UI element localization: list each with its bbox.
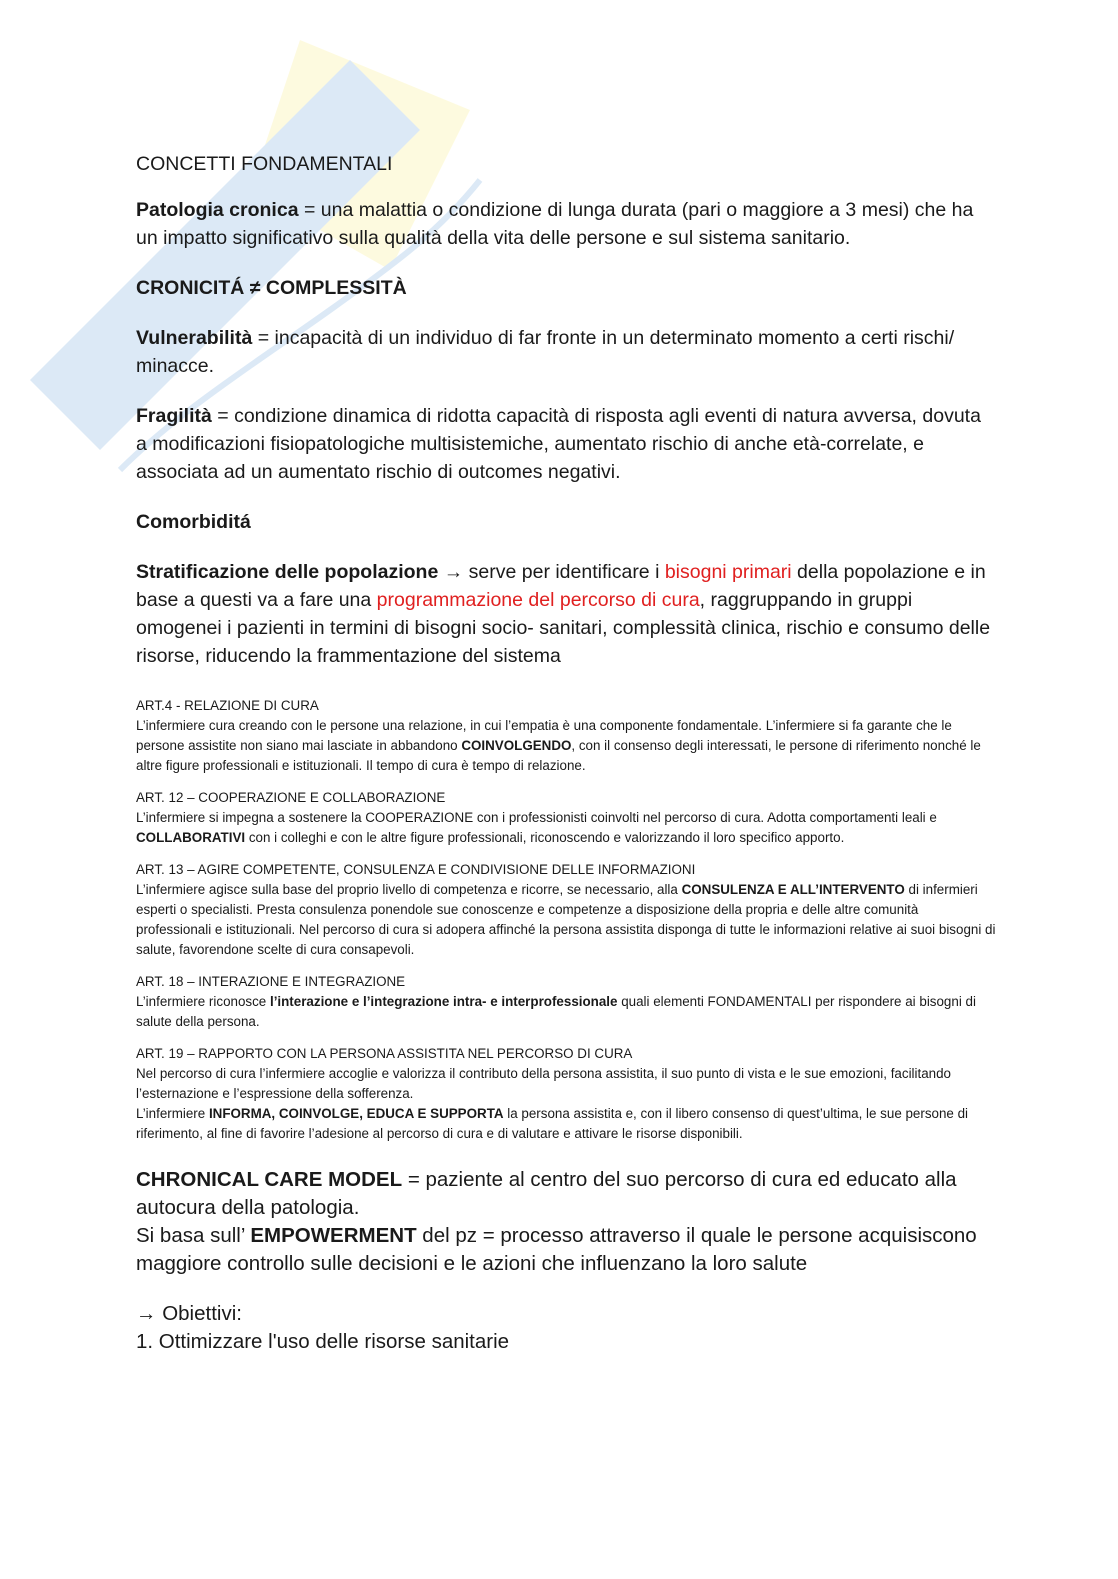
article-heading: ART. 12 – COOPERAZIONE E COLLABORAZIONE	[136, 790, 446, 805]
bold-text: CONSULENZA E ALL’INTERVENTO	[681, 882, 905, 897]
article-19	[136, 1044, 996, 1144]
term: Patologia cronica	[136, 199, 299, 221]
bold-text: l’interazione e l’integrazione intra- e interprofessionale	[269, 994, 618, 1009]
term: Fragilità	[136, 405, 212, 427]
text: Si basa sull’	[136, 1224, 251, 1247]
article-body	[136, 808, 996, 848]
bold-text: COINVOLGENDO	[461, 738, 572, 753]
text: L’infermiere riconosce	[136, 994, 270, 1009]
bold-text: COLLABORATIVI	[136, 830, 246, 845]
page-title: CONCETTI FONDAMENTALI	[136, 153, 393, 175]
objective-item-1: 1. Ottimizzare l'uso delle risorse sanitarie	[136, 1330, 510, 1353]
article-body: Nel percorso di cura l’infermiere accoglie e valorizza il contributo della persona assistita, il suo punto di vista e le sue emozioni, facilitando l’esternazione e l’espressione della sofferenza.	[136, 1066, 952, 1101]
article-18	[136, 972, 996, 1032]
definition-patologia-cronica	[136, 196, 996, 252]
definition-stratificazione	[136, 558, 996, 670]
text: L’infermiere si impegna a sostenere la COOPERAZIONE con i professionisti coinvolti nel percorso di cura. Adotta comportamenti leali e	[136, 810, 937, 825]
article-12	[136, 788, 996, 848]
article-body	[136, 992, 996, 1032]
text: del pz = processo attraverso il quale le persone acquisiscono maggiore controllo sulle decisioni e le azioni che influenzano la loro salute	[136, 1224, 977, 1275]
article-body	[136, 1104, 996, 1144]
term: Comorbiditá	[136, 511, 251, 533]
term: CRONICITÁ ≠ COMPLESSITÀ	[136, 277, 407, 299]
text: L’infermiere cura creando con le persone una relazione, in cui l’empatia è una componente fondamentale. L’infermiere si fa garante che le persone assistite non siano mai lasciate in abbandono	[136, 718, 952, 753]
definition-fragilita	[136, 402, 996, 486]
text: con i colleghi e con le altre figure professionali, riconoscendo e valorizzando il loro specifico apporto.	[245, 830, 845, 845]
term: Stratificazione delle popolazione	[136, 561, 439, 583]
article-body	[136, 880, 996, 960]
text: , raggruppando in gruppi omogenei i pazienti in termini di bisogni socio- sanitari, complessità clinica, rischio e consumo delle risorse, riducendo la frammentazione del sistema	[136, 589, 991, 667]
text: → serve per identificare i	[438, 561, 665, 583]
article-heading: ART. 19 – RAPPORTO CON LA PERSONA ASSISTITA NEL PERCORSO DI CURA	[136, 1046, 633, 1061]
definition-text: = incapacità di un individuo di far fronte in un determinato momento a certi rischi/ minacce.	[136, 327, 955, 377]
text: , con il consenso degli interessati, le persone di riferimento nonché le altre figure professionali e istituzionali. Il tempo di cura è tempo di relazione.	[136, 738, 981, 773]
objectives-heading: → Obiettivi:	[136, 1302, 242, 1325]
article-body	[136, 716, 996, 776]
text: L’infermiere agisce sulla base del proprio livello di competenza e ricorre, se necessario, alla	[136, 882, 682, 897]
article-13	[136, 860, 996, 960]
definition-text: = paziente al centro del suo percorso di cura ed educato alla autocura della patologia.	[136, 1168, 957, 1219]
text: quali elementi FONDAMENTALI per rispondere ai bisogni di salute della persona.	[136, 994, 976, 1029]
text: L’infermiere	[136, 1106, 209, 1121]
term: CHRONICAL CARE MODEL	[136, 1168, 403, 1191]
bold-text: INFORMA, COINVOLGE, EDUCA E SUPPORTA	[208, 1106, 504, 1121]
text: la persona assistita e, con il libero consenso di quest’ultima, le sue persone di riferimento, al fine di favorire l’adesione al percorso di cura e di valutare e attivare le risorse disponibili.	[136, 1106, 969, 1141]
definition-chronical-care-model	[136, 1166, 996, 1222]
article-heading: ART. 18 – INTERAZIONE E INTEGRAZIONE	[136, 974, 406, 989]
article-heading: ART. 13 – AGIRE COMPETENTE, CONSULENZA E CONDIVISIONE DELLE INFORMAZIONI	[136, 862, 696, 877]
document-page	[136, 150, 996, 1356]
empowerment-line	[136, 1222, 996, 1278]
text: di infermieri esperti o specialisti. Presta consulenza ponendole sue conoscenze e competenze a disposizione della propria e delle altre comunità professionali e istituzionali. Nel percorso di cura si adopera affinché la persona assistita disponga di tutte le informazioni relative ai suoi bisogni di salute, favorendone scelte di cura consapevoli.	[136, 882, 996, 957]
definition-text: = una malattia o condizione di lunga durata (pari o maggiore a 3 mesi) che ha un impatto significativo sulla qualità della vita delle persone e sul sistema sanitario.	[136, 199, 974, 249]
definition-vulnerabilita	[136, 324, 996, 380]
highlight-red: programmazione del percorso di cura	[376, 589, 700, 611]
article-heading: ART.4 - RELAZIONE DI CURA	[136, 698, 319, 713]
heading-cronicita	[136, 274, 996, 302]
term: Vulnerabilità	[136, 327, 253, 349]
definition-text: = condizione dinamica di ridotta capacità di risposta agli eventi di natura avversa, dovuta a modificazioni fisiopatologiche multisistemiche, aumentato rischio di anche età-correlate, e associata ad un aumentato rischio di outcomes negativi.	[136, 405, 981, 483]
bold-text: EMPOWERMENT	[250, 1224, 417, 1247]
highlight-red: bisogni primari	[664, 561, 792, 583]
text: della popolazione e in base a questi va a fare una	[136, 561, 986, 611]
heading-comorbidita	[136, 508, 996, 536]
article-4	[136, 696, 996, 776]
